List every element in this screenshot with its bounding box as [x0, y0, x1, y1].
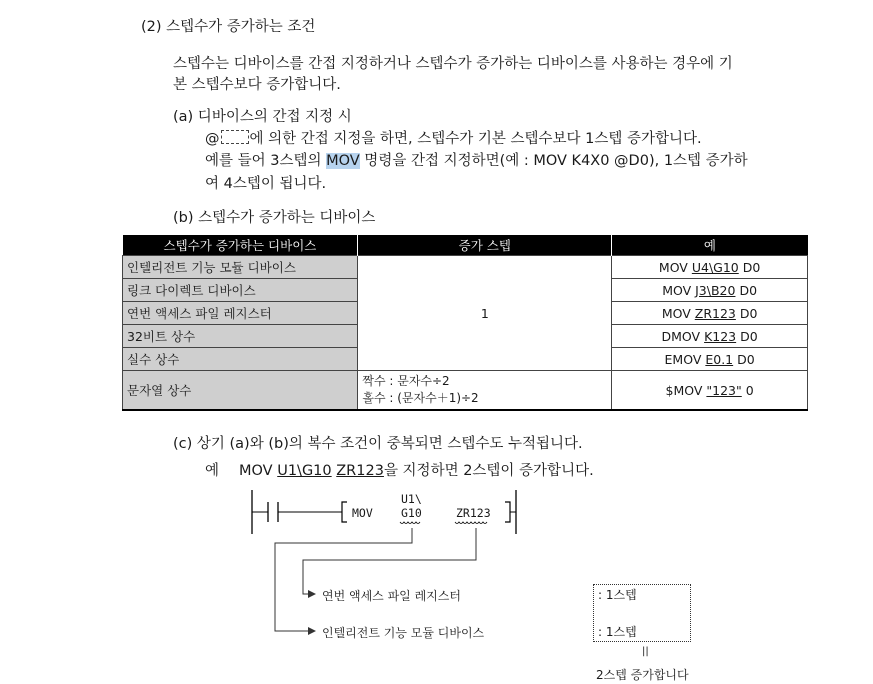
- example-cell: MOV U4\G10 D0: [612, 256, 808, 279]
- item-c-example: [205, 459, 594, 480]
- example-cell: $MOV "123" 0: [612, 371, 808, 411]
- device-cell: 연번 액세스 파일 레지스터: [123, 302, 358, 325]
- device-cell: 실수 상수: [123, 348, 358, 371]
- item-a-line-2-suffix: 명령을 간접 지정하면(예 : MOV K4X0 @D0), 1스텝 증가하: [359, 153, 748, 169]
- table-header-row: [123, 235, 808, 256]
- even-rule: 짝수 : 문자수÷2: [362, 374, 450, 388]
- ex-post: 을 지정하면 2스텝이 증가합니다.: [383, 463, 594, 479]
- equals-mark: ||: [642, 646, 649, 657]
- ex-pre: MOV: [239, 463, 278, 479]
- odd-rule: 홀수 : (문자수＋1)÷2: [362, 391, 479, 405]
- step-1-first: : 1스텝: [598, 588, 637, 602]
- ex-device-1: U1\G10: [277, 463, 332, 479]
- item-c-heading: (c) 상기 (a)와 (b)의 복수 조건이 중복되면 스텝수도 누적됩니다.: [173, 436, 583, 452]
- example-cell: MOV ZR123 D0: [612, 302, 808, 325]
- intro-line-2: 본 스텝수보다 증가합니다.: [173, 77, 341, 93]
- header-example: 예: [612, 235, 808, 256]
- ex-device-2: ZR123: [336, 463, 384, 479]
- at-sign: @: [205, 131, 220, 147]
- section-heading: (2) 스텝수가 증가하는 조건: [141, 19, 316, 35]
- example-cell: EMOV E0.1 D0: [612, 348, 808, 371]
- device-cell: 인텔리전트 기능 모듈 디바이스: [123, 256, 358, 279]
- increase-step-cell: [358, 371, 612, 411]
- item-a-heading: (a) 디바이스의 간접 지정 시: [173, 109, 352, 125]
- file-register-annotation: 연번 액세스 파일 레지스터: [322, 589, 461, 603]
- example-cell: MOV J3\B20 D0: [612, 279, 808, 302]
- example-label: 예: [205, 463, 220, 479]
- table-row: [123, 256, 808, 279]
- device-cell: 문자열 상수: [123, 371, 358, 411]
- item-b-heading: (b) 스텝수가 증가하는 디바이스: [173, 210, 376, 226]
- item-a-line-1-text: 에 의한 간접 지정을 하면, 스텝수가 기본 스텝수보다 1스텝 증가합니다.: [249, 131, 702, 147]
- table-row: [123, 371, 808, 411]
- step-increase-table: [122, 235, 808, 411]
- ladder-u1: U1\: [401, 492, 422, 506]
- example-cell: DMOV K123 D0: [612, 325, 808, 348]
- ladder-zr123: ZR123: [456, 506, 491, 520]
- item-a-line-2-prefix: 예를 들어 3스텝의: [205, 153, 327, 169]
- total-steps: 2스텝 증가합니다: [596, 668, 689, 682]
- item-a-line-1: [205, 127, 702, 148]
- intro-line-1: 스텝수는 디바이스를 간접 지정하거나 스텝수가 증가하는 디바이스를 사용하는 경우에 기: [173, 56, 733, 72]
- intelligent-annotation: 인텔리전트 기능 모듈 디바이스: [322, 626, 485, 640]
- item-a-line-3: 여 4스텝이 됩니다.: [205, 176, 327, 192]
- device-cell: 링크 다이렉트 디바이스: [123, 279, 358, 302]
- ladder-mov: MOV: [352, 506, 373, 520]
- step-1-second: : 1스텝: [598, 625, 637, 639]
- device-cell: 32비트 상수: [123, 325, 358, 348]
- increase-step-cell: 1: [358, 256, 612, 371]
- indirect-placeholder-box: [221, 130, 249, 144]
- header-increase: 증가 스텝: [358, 235, 612, 256]
- item-a-line-2: [205, 149, 748, 170]
- highlighted-mov: MOV: [326, 153, 360, 169]
- ladder-g10: G10: [401, 506, 422, 520]
- header-device: 스텝수가 증가하는 디바이스: [123, 235, 358, 256]
- ladder-diagram: [250, 486, 520, 538]
